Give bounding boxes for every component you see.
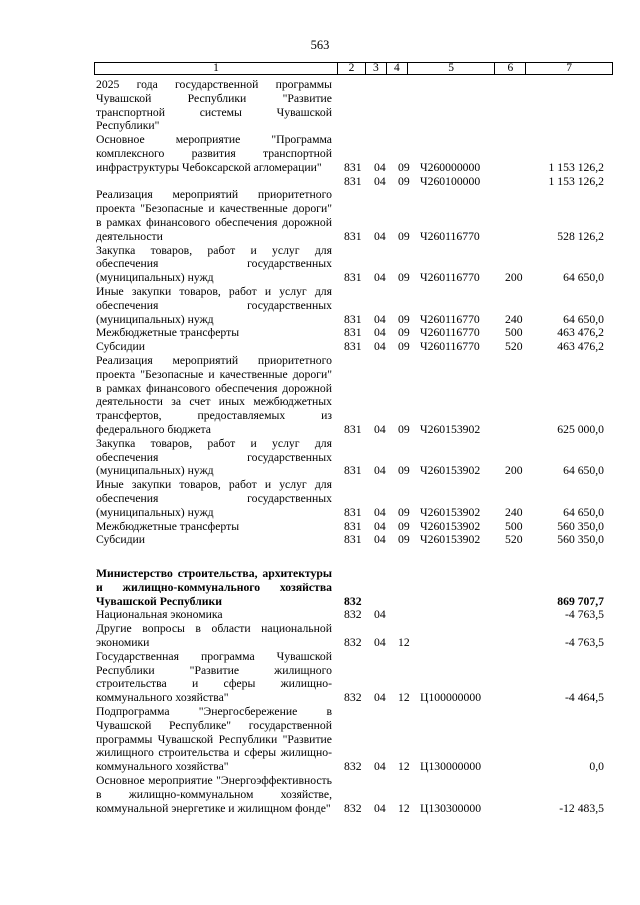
row-code-cell: 831 bbox=[344, 229, 362, 243]
row-target-article-cell: Ч260100000 bbox=[420, 174, 481, 188]
table-row bbox=[96, 133, 616, 174]
header-col-3: 3 bbox=[365, 63, 386, 74]
row-description: Межбюджетные трансферты bbox=[96, 326, 240, 340]
row-expense-type-cell: 200 bbox=[505, 271, 523, 285]
table-row bbox=[96, 533, 616, 547]
table-row bbox=[96, 175, 616, 189]
row-section-cell: 04 bbox=[374, 464, 386, 478]
row-description: Основное мероприятие "Энергоэффективность в жилищно-коммунальном хозяйстве, коммунальной энергетике и жилищном фонде" bbox=[96, 774, 332, 815]
row-code-cell: 831 bbox=[344, 464, 362, 478]
header-col-4: 4 bbox=[386, 63, 407, 74]
row-amount-cell: 528 126,2 bbox=[557, 229, 604, 243]
budget-table-body bbox=[96, 78, 616, 815]
row-subsection-cell: 09 bbox=[398, 271, 410, 285]
row-code-cell: 832 bbox=[344, 636, 362, 650]
row-subsection-cell: 09 bbox=[398, 174, 410, 188]
table-row bbox=[96, 78, 616, 133]
header-col-5: 5 bbox=[407, 63, 495, 74]
row-amount-cell: 560 350,0 bbox=[557, 533, 604, 547]
row-section-cell: 04 bbox=[374, 229, 386, 243]
row-subsection-cell: 09 bbox=[398, 326, 410, 340]
row-amount-cell: -12 483,5 bbox=[559, 801, 604, 815]
row-description bbox=[96, 175, 332, 189]
row-description: Министерство строительства, архитектуры и жилищно-коммунального хозяйства Чувашской Республики bbox=[96, 567, 332, 608]
row-amount-cell: -4 763,5 bbox=[565, 636, 604, 650]
row-amount-cell: 463 476,2 bbox=[557, 326, 604, 340]
row-code-cell: 831 bbox=[344, 174, 362, 188]
row-subsection-cell: 09 bbox=[398, 340, 410, 354]
row-amount-cell: 1 153 126,2 bbox=[548, 160, 604, 174]
table-row bbox=[96, 354, 616, 437]
row-subsection-cell: 09 bbox=[398, 422, 410, 436]
row-target-article-cell: Ч260116770 bbox=[420, 229, 480, 243]
table-row bbox=[96, 478, 616, 519]
row-section-cell: 04 bbox=[374, 422, 386, 436]
row-subsection-cell: 12 bbox=[398, 691, 410, 705]
row-target-article-cell: Ч260153902 bbox=[420, 533, 481, 547]
row-code-cell: 831 bbox=[344, 340, 362, 354]
row-amount-cell: 625 000,0 bbox=[557, 422, 604, 436]
row-code-cell: 831 bbox=[344, 505, 362, 519]
row-expense-type-cell: 500 bbox=[505, 326, 523, 340]
table-row bbox=[96, 244, 616, 285]
row-subsection-cell: 09 bbox=[398, 160, 410, 174]
table-row bbox=[96, 437, 616, 478]
header-col-2: 2 bbox=[337, 63, 365, 74]
row-code-cell: 831 bbox=[344, 160, 362, 174]
table-row bbox=[96, 567, 616, 608]
row-description: Другие вопросы в области национальной экономики bbox=[96, 622, 332, 650]
row-expense-type-cell: 240 bbox=[505, 505, 523, 519]
row-target-article-cell: Ч260153902 bbox=[420, 519, 481, 533]
row-amount-cell: 463 476,2 bbox=[557, 340, 604, 354]
row-amount-cell: 0,0 bbox=[589, 760, 604, 774]
row-amount-cell: 560 350,0 bbox=[557, 519, 604, 533]
row-section-cell: 04 bbox=[374, 691, 386, 705]
row-description: Закупка товаров, работ и услуг для обеспечения государственных (муниципальных) нужд bbox=[96, 243, 332, 285]
row-code-cell: 831 bbox=[344, 519, 362, 533]
row-amount-cell: 1 153 126,2 bbox=[548, 174, 604, 188]
table-row bbox=[96, 622, 616, 650]
row-target-article-cell: Ч260116770 bbox=[420, 326, 480, 340]
row-subsection-cell: 12 bbox=[398, 636, 410, 650]
row-amount-cell: 64 650,0 bbox=[563, 271, 604, 285]
row-section-cell: 04 bbox=[374, 760, 386, 774]
row-amount-cell: -4 464,5 bbox=[565, 691, 604, 705]
row-subsection-cell: 09 bbox=[398, 533, 410, 547]
table-row bbox=[96, 520, 616, 534]
row-code-cell: 831 bbox=[344, 422, 362, 436]
table-header bbox=[94, 62, 613, 75]
row-amount-cell: -4 763,5 bbox=[565, 608, 604, 622]
row-section-cell: 04 bbox=[374, 533, 386, 547]
row-expense-type-cell: 240 bbox=[505, 312, 523, 326]
row-section-cell: 04 bbox=[374, 326, 386, 340]
row-code-cell: 831 bbox=[344, 312, 362, 326]
row-amount-cell: 64 650,0 bbox=[563, 464, 604, 478]
row-subsection-cell: 12 bbox=[398, 760, 410, 774]
row-description: Субсидии bbox=[96, 533, 146, 547]
header-col-6: 6 bbox=[494, 63, 525, 74]
row-description: Подпрограмма "Энергосбережение в Чувашской Республике" государственной программы Чувашской Республики "Развитие жилищного строительства и сферы жилищно-коммунального хозяйства" bbox=[96, 705, 332, 774]
table-row bbox=[96, 285, 616, 326]
row-amount-cell: 64 650,0 bbox=[563, 312, 604, 326]
row-description: Закупка товаров, работ и услуг для обеспечения государственных (муниципальных) нужд bbox=[96, 436, 332, 478]
row-subsection-cell: 09 bbox=[398, 312, 410, 326]
table-row bbox=[96, 705, 616, 774]
row-code-cell: 831 bbox=[344, 271, 362, 285]
table-row bbox=[96, 608, 616, 622]
row-description: Иные закупки товаров, работ и услуг для обеспечения государственных (муниципальных) нужд bbox=[96, 284, 332, 326]
row-expense-type-cell: 520 bbox=[505, 533, 523, 547]
row-subsection-cell: 09 bbox=[398, 505, 410, 519]
table-row bbox=[96, 340, 616, 354]
row-description: Основное мероприятие "Программа комплексного развития транспортной инфраструктуры Чебоксарской агломерации" bbox=[96, 133, 332, 174]
row-section-cell: 04 bbox=[374, 160, 386, 174]
row-target-article-cell: Ч260116770 bbox=[420, 312, 480, 326]
row-subsection-cell: 09 bbox=[398, 464, 410, 478]
row-target-article-cell: Ч260116770 bbox=[420, 340, 480, 354]
row-description: Межбюджетные трансферты bbox=[96, 519, 240, 533]
row-description: Субсидии bbox=[96, 340, 146, 354]
row-target-article-cell: Ч260116770 bbox=[420, 271, 480, 285]
row-description: Реализация мероприятий приоритетного проекта "Безопасные и качественные дороги" в рамках финансового обеспечения дорожной деятельности bbox=[96, 188, 332, 243]
page-number: 563 bbox=[310, 38, 330, 52]
row-description: Национальная экономика bbox=[96, 608, 223, 622]
table-row bbox=[96, 650, 616, 705]
row-section-cell: 04 bbox=[374, 608, 386, 622]
row-target-article-cell: Ч260153902 bbox=[420, 464, 481, 478]
row-section-cell: 04 bbox=[374, 505, 386, 519]
row-code-cell: 832 bbox=[344, 608, 362, 622]
row-target-article-cell: Ч260153902 bbox=[420, 422, 481, 436]
row-amount-cell: 64 650,0 bbox=[563, 505, 604, 519]
row-code-cell: 832 bbox=[344, 801, 362, 815]
row-code-cell: 831 bbox=[344, 326, 362, 340]
row-target-article-cell: Ц130300000 bbox=[420, 801, 482, 815]
row-section-cell: 04 bbox=[374, 174, 386, 188]
row-description: Иные закупки товаров, работ и услуг для обеспечения государственных (муниципальных) нужд bbox=[96, 478, 332, 519]
row-code-cell: 831 bbox=[344, 533, 362, 547]
row-code-cell: 832 bbox=[344, 691, 362, 705]
header-col-7: 7 bbox=[525, 63, 612, 74]
row-target-article-cell: Ч260153902 bbox=[420, 505, 481, 519]
row-section-cell: 04 bbox=[374, 636, 386, 650]
row-expense-type-cell: 200 bbox=[505, 464, 523, 478]
row-section-cell: 04 bbox=[374, 271, 386, 285]
row-target-article-cell: Ц100000000 bbox=[420, 691, 482, 705]
row-code-cell: 832 bbox=[344, 594, 362, 608]
row-code-cell: 832 bbox=[344, 760, 362, 774]
row-description: 2025 года государственной программы Чувашской Республики "Развитие транспортной системы Чувашской Республики" bbox=[96, 78, 332, 133]
row-subsection-cell: 09 bbox=[398, 229, 410, 243]
row-target-article-cell: Ч260000000 bbox=[420, 160, 481, 174]
row-subsection-cell: 09 bbox=[398, 519, 410, 533]
row-target-article-cell: Ц130000000 bbox=[420, 760, 482, 774]
table-row bbox=[96, 774, 616, 815]
row-amount-cell: 869 707,7 bbox=[557, 594, 604, 608]
row-expense-type-cell: 520 bbox=[505, 340, 523, 354]
row-section-cell: 04 bbox=[374, 519, 386, 533]
table-row bbox=[96, 188, 616, 243]
header-col-1: 1 bbox=[213, 62, 219, 74]
row-expense-type-cell: 500 bbox=[505, 519, 523, 533]
row-section-cell: 04 bbox=[374, 312, 386, 326]
row-section-cell: 04 bbox=[374, 340, 386, 354]
row-description: Реализация мероприятий приоритетного проекта "Безопасные и качественные дороги" в рамках финансового обеспечения дорожной деятельности за счет иных межбюджетных трансфертов, предоставляемых из федерального бюджета bbox=[96, 353, 332, 436]
row-section-cell: 04 bbox=[374, 801, 386, 815]
row-subsection-cell: 12 bbox=[398, 801, 410, 815]
row-description: Государственная программа Чувашской Республики "Развитие жилищного строительства и сферы жилищно-коммунального хозяйства" bbox=[96, 649, 332, 705]
table-row bbox=[96, 326, 616, 340]
